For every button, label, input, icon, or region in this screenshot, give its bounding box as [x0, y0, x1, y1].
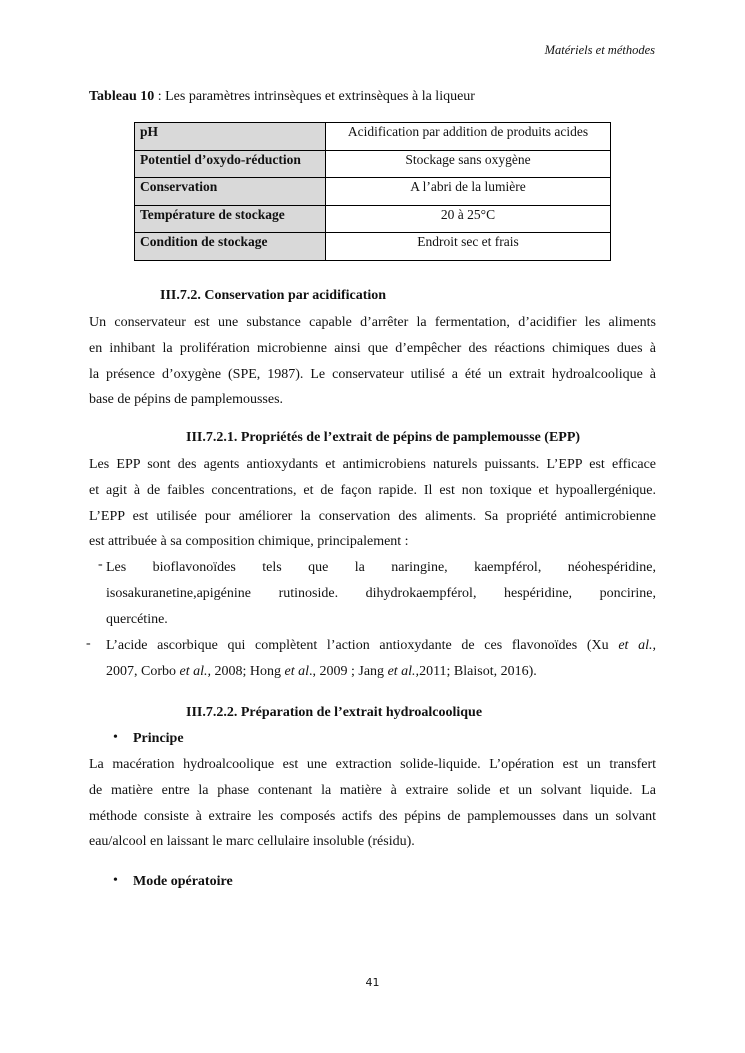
- section-heading-3-7-2-1: III.7.2.1. Propriétés de l’extrait de pépins de pamplemousse (EPP): [186, 430, 581, 445]
- table-key-cell: Condition de stockage: [135, 233, 326, 261]
- citation-text: 2007, Corbo: [106, 663, 180, 679]
- table-row: [135, 233, 611, 261]
- citation-etal: et al.,: [179, 663, 211, 679]
- paragraph-epp: [89, 452, 656, 555]
- paragraph-line: en inhibant la prolifération microbienne ainsi que d’empêcher des réactions chimiques dues à: [89, 340, 656, 356]
- table-caption-text: : Les paramètres intrinsèques et extrinsèques à la liqueur: [154, 89, 475, 104]
- section-heading-3-7-2-2: III.7.2.2. Préparation de l’extrait hydroalcoolique: [186, 705, 483, 720]
- paragraph-line: base de pépins de pamplemousses.: [89, 392, 284, 408]
- citation-etal: et al.,: [618, 638, 656, 653]
- bullet-icon: •: [113, 873, 118, 888]
- table-row: [135, 150, 611, 178]
- citation-etal: et al.,: [387, 663, 420, 679]
- citation-text: ., 2009 ; Jang: [309, 663, 388, 679]
- citation-text: L’acide ascorbique qui complètent l’action antioxydante de ces flavonoïdes (Xu: [106, 638, 619, 653]
- parameters-table: [134, 122, 611, 261]
- paragraph-line: Les EPP sont des agents antioxydants et antimicrobiens naturels puissants. L’EPP est efficace: [89, 457, 656, 472]
- bullet-heading-principe: Principe: [133, 731, 184, 746]
- paragraph-line: eau/alcool en laissant le marc cellulaire insoluble (résidu).: [89, 834, 415, 850]
- paragraph-line: la présence d’oxygène (SPE, 1987). Le conservateur utilisé a été un extrait hydroalcoolique à: [89, 366, 656, 382]
- paragraph-line: L’EPP est utilisée pour améliorer la conservation des aliments. Sa propriété antimicrobienne: [89, 508, 656, 524]
- list-item-line: [106, 659, 656, 685]
- section-heading-3-7-2: III.7.2. Conservation par acidification: [160, 288, 387, 303]
- running-header: Matériels et méthodes: [544, 43, 655, 57]
- table-caption: [89, 89, 475, 105]
- bullet-heading-mode-operatoire: Mode opératoire: [133, 874, 233, 889]
- list-item-line: quercétine.: [106, 611, 168, 627]
- paragraph-conservation: [89, 310, 656, 413]
- paragraph-line: est attribuée à sa composition chimique, principalement :: [89, 534, 409, 550]
- table-row: [135, 123, 611, 151]
- list-item-line: Les bioflavonoïdes tels que la naringine, kaempférol, néohespéridine,: [106, 560, 656, 575]
- table-value-cell: 20 à 25°C: [326, 205, 611, 233]
- table-value-cell: Endroit sec et frais: [326, 233, 611, 261]
- table-value-cell: Acidification par addition de produits acides: [326, 123, 611, 151]
- paragraph-line: méthode consiste à extraire les composés actifs des pépins de pamplemousses dans un solvant: [89, 808, 656, 824]
- page-number: 41: [365, 976, 380, 989]
- table-row: [135, 205, 611, 233]
- citation-text: 2008; Hong: [211, 663, 285, 679]
- list-dash: -: [98, 557, 103, 572]
- paragraph-line: et agit à de faibles concentrations, et de façon rapide. Il est non toxique et hypoallergénique.: [89, 482, 656, 498]
- paragraph-maceration: [89, 752, 656, 855]
- list-dash: -: [86, 636, 91, 651]
- table-value-cell: A l’abri de la lumière: [326, 178, 611, 206]
- list-item-ascorbic-acid: [106, 633, 656, 685]
- table-key-cell: Température de stockage: [135, 205, 326, 233]
- list-item-line: isosakuranetine,apigénine rutinoside. dihydrokaempférol, hespéridine, poncirine,: [106, 585, 656, 601]
- list-item-bioflavonoids: [106, 555, 656, 632]
- paragraph-line: La macération hydroalcoolique est une extraction solide-liquide. L’opération est un transfert: [89, 757, 656, 772]
- bullet-icon: •: [113, 730, 118, 745]
- paragraph-line: de matière entre la phase contenant la matière à extraire solide et un solvant liquide. La: [89, 782, 656, 798]
- citation-etal: et al: [284, 663, 309, 679]
- citation-text: 2011; Blaisot, 2016).: [419, 663, 537, 679]
- table-key-cell: Potentiel d’oxydo-réduction: [135, 150, 326, 178]
- table-key-cell: pH: [135, 123, 326, 151]
- table-caption-label: Tableau 10: [89, 89, 155, 104]
- paragraph-line: Un conservateur est une substance capable d’arrêter la fermentation, d’acidifier les aliments: [89, 315, 656, 330]
- table-key-cell: Conservation: [135, 178, 326, 206]
- table-value-cell: Stockage sans oxygène: [326, 150, 611, 178]
- table-row: [135, 178, 611, 206]
- list-item-line: [106, 633, 656, 659]
